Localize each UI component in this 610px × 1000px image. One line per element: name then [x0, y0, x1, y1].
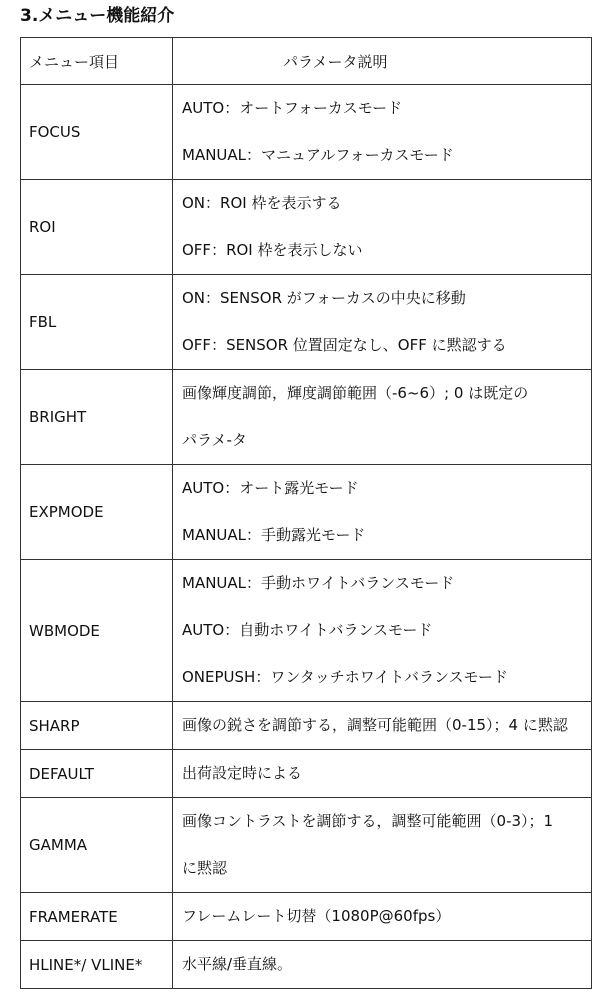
menu-item-name: ROI	[21, 180, 173, 275]
header-menu-item: メニュー項目	[21, 38, 173, 85]
description-line: 画像コントラストを調節する，調整可能範囲（0-3）；1	[182, 812, 554, 830]
menu-function-table	[20, 37, 592, 989]
table-row	[21, 370, 592, 465]
parameter-description	[173, 893, 592, 941]
description-line: パラメ-タ	[182, 431, 247, 449]
description-line: フレームレート切替（1080P@60fps）	[182, 907, 451, 925]
parameter-description	[173, 465, 592, 560]
menu-item-name: FBL	[21, 275, 173, 370]
table-row	[21, 85, 592, 180]
parameter-description	[173, 275, 592, 370]
parameter-description	[173, 560, 592, 702]
table-row	[21, 893, 592, 941]
description-line: ON：SENSOR がフォーカスの中央に移動	[182, 289, 466, 307]
table-row	[21, 941, 592, 989]
menu-item-name: SHARP	[21, 702, 173, 750]
description-line: に黙認	[182, 859, 228, 877]
menu-item-name: DEFAULT	[21, 750, 173, 798]
description-line: ON：ROI 枠を表示する	[182, 194, 342, 212]
description-line: 出荷設定時による	[182, 764, 303, 782]
table-row	[21, 465, 592, 560]
description-line: MANUAL：手動露光モード	[182, 526, 366, 544]
description-line: AUTO：オートフォーカスモード	[182, 99, 403, 117]
table-row	[21, 702, 592, 750]
parameter-description	[173, 180, 592, 275]
description-line: OFF：SENSOR 位置固定なし、OFF に黙認する	[182, 336, 507, 354]
menu-item-name: WBMODE	[21, 560, 173, 702]
menu-item-name: GAMMA	[21, 798, 173, 893]
menu-item-name: EXPMODE	[21, 465, 173, 560]
menu-item-name: BRIGHT	[21, 370, 173, 465]
description-line: MANUAL：マニュアルフォーカスモード	[182, 146, 454, 164]
menu-item-name: FRAMERATE	[21, 893, 173, 941]
table-row	[21, 275, 592, 370]
description-line: OFF：ROI 枠を表示しない	[182, 241, 363, 259]
menu-item-name: FOCUS	[21, 85, 173, 180]
section-title: 3.メニュー機能紹介	[20, 6, 175, 26]
description-line: AUTO：自動ホワイトバランスモード	[182, 621, 433, 639]
description-line: MANUAL：手動ホワイトバランスモード	[182, 574, 455, 592]
parameter-description	[173, 798, 592, 893]
header-parameter-description: パラメータ説明	[173, 38, 592, 85]
description-line: ONEPUSH：ワンタッチホワイトバランスモード	[182, 668, 508, 686]
description-line: 画像の鋭さを調節する，調整可能範囲（0-15）；4 に黙認	[182, 716, 568, 734]
parameter-description	[173, 85, 592, 180]
parameter-description	[173, 941, 592, 989]
parameter-description	[173, 750, 592, 798]
table-header-row	[21, 38, 592, 85]
table-row	[21, 750, 592, 798]
parameter-description	[173, 702, 592, 750]
description-line: 水平線/垂直線。	[182, 955, 293, 973]
table-row	[21, 560, 592, 702]
description-line: 画像輝度調節，輝度調節範囲（-6~6）; 0 は既定の	[182, 384, 529, 402]
table-row	[21, 798, 592, 893]
parameter-description	[173, 370, 592, 465]
description-line: AUTO：オート露光モード	[182, 479, 359, 497]
menu-item-name: HLINE*/ VLINE*	[21, 941, 173, 989]
table-row	[21, 180, 592, 275]
